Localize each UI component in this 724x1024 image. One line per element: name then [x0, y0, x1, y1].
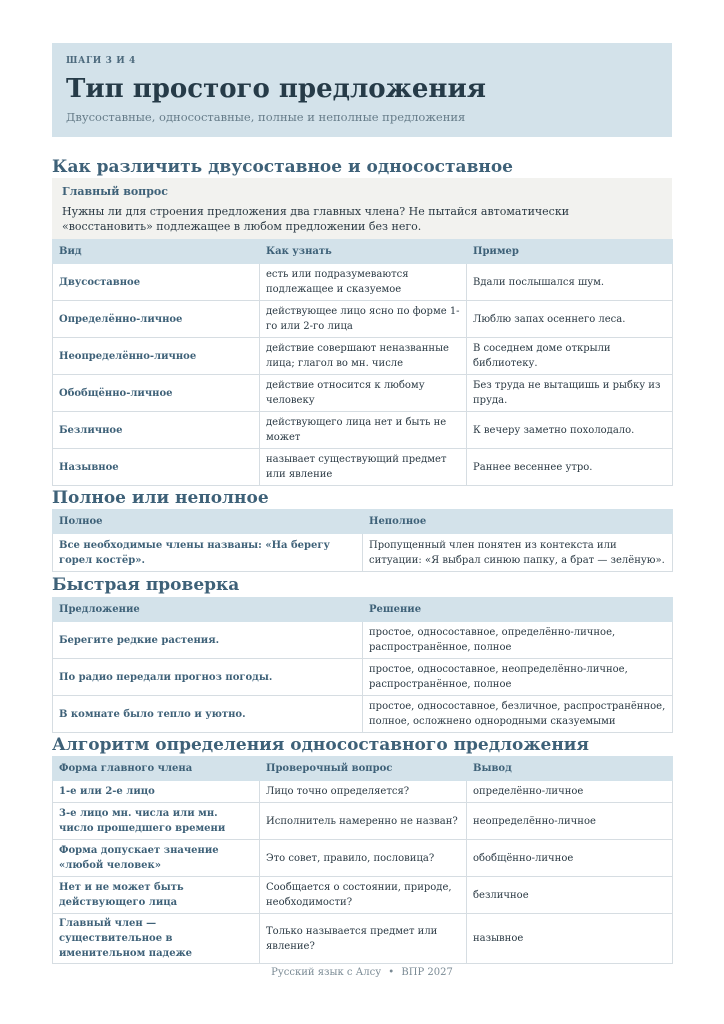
- column-header: Вывод: [467, 757, 673, 781]
- callout-title: Главный вопрос: [62, 185, 168, 198]
- callout-text: Нужны ли для строения предложения два главных члена? Не пытайся автоматически «восстановить» подлежащее в любом предложении без него.: [62, 205, 570, 233]
- question-cell: Исполнитель намеренно не назван?: [260, 803, 467, 840]
- sentence-types-table: [52, 239, 673, 486]
- form-cell: Нет и не может быть действующего лица: [53, 877, 260, 914]
- table-row: [53, 622, 673, 659]
- column-header: Проверочный вопрос: [260, 757, 467, 781]
- question-cell: Только называется предмет или явление?: [260, 914, 467, 964]
- footer-separator: •: [388, 967, 395, 978]
- example-cell: К вечеру заметно похолодало.: [467, 412, 673, 449]
- example-cell: Раннее весеннее утро.: [467, 449, 673, 486]
- question-cell: Лицо точно определяется?: [260, 781, 467, 803]
- table-row: [53, 375, 673, 412]
- algorithm-table: [52, 756, 673, 964]
- footer-exam: ВПР 2027: [401, 967, 453, 978]
- table-row: [53, 840, 673, 877]
- table-row: [53, 412, 673, 449]
- column-header: Форма главного члена: [53, 757, 260, 781]
- column-header: Неполное: [363, 510, 673, 534]
- page-header: [52, 43, 672, 137]
- form-cell: 3-е лицо мн. числа или мн. число прошедшего времени: [53, 803, 260, 840]
- conclusion-cell: назывное: [467, 914, 673, 964]
- example-cell: Люблю запах осеннего леса.: [467, 301, 673, 338]
- table-row: [53, 338, 673, 375]
- solution-cell: простое, односоставное, безличное, распространённое, полное, осложнено однородными сказуемыми: [363, 696, 673, 733]
- type-cell: Обобщённо-личное: [53, 375, 260, 412]
- column-header: Решение: [363, 598, 673, 622]
- page-title: Тип простого предложения: [66, 74, 486, 104]
- table-row: [53, 803, 673, 840]
- table-row: [53, 914, 673, 964]
- column-header: Предложение: [53, 598, 363, 622]
- type-cell: Определённо-личное: [53, 301, 260, 338]
- table-header-row: [53, 757, 673, 781]
- table-row: [53, 534, 673, 572]
- quick-check-table: [52, 597, 673, 733]
- table-header-row: [53, 510, 673, 534]
- type-cell: Безличное: [53, 412, 260, 449]
- table-row: [53, 449, 673, 486]
- type-cell: Назывное: [53, 449, 260, 486]
- how-cell: есть или подразумеваются подлежащее и сказуемое: [260, 264, 467, 301]
- table-row: [53, 696, 673, 733]
- table-header-row: [53, 240, 673, 264]
- form-cell: 1-е или 2-е лицо: [53, 781, 260, 803]
- form-cell: Главный член — существительное в именительном падеже: [53, 914, 260, 964]
- page-footer: [0, 966, 724, 980]
- conclusion-cell: безличное: [467, 877, 673, 914]
- full-incomplete-table: [52, 509, 673, 572]
- table-header-row: [53, 598, 673, 622]
- steps-label: ШАГИ 3 И 4: [66, 56, 136, 66]
- how-cell: действующего лица нет и быть не может: [260, 412, 467, 449]
- sentence-cell: В комнате было тепло и уютно.: [53, 696, 363, 733]
- column-header: Полное: [53, 510, 363, 534]
- question-cell: Сообщается о состоянии, природе, необходимости?: [260, 877, 467, 914]
- section-title-quick-check: Быстрая проверка: [52, 575, 240, 595]
- example-cell: Без труда не вытащишь и рыбку из пруда.: [467, 375, 673, 412]
- sentence-cell: Берегите редкие растения.: [53, 622, 363, 659]
- solution-cell: простое, односоставное, неопределённо-личное, распространённое, полное: [363, 659, 673, 696]
- main-question-callout: [52, 178, 672, 239]
- question-cell: Это совет, правило, пословица?: [260, 840, 467, 877]
- table-row: [53, 781, 673, 803]
- conclusion-cell: обобщённо-личное: [467, 840, 673, 877]
- table-row: [53, 877, 673, 914]
- example-cell: Вдали послышался шум.: [467, 264, 673, 301]
- conclusion-cell: определённо-личное: [467, 781, 673, 803]
- table-row: [53, 264, 673, 301]
- column-header: Как узнать: [260, 240, 467, 264]
- footer-course: Русский язык с Алсу: [271, 967, 382, 978]
- solution-cell: простое, односоставное, определённо-личное, распространённое, полное: [363, 622, 673, 659]
- form-cell: Форма допускает значение «любой человек»: [53, 840, 260, 877]
- how-cell: действие относится к любому человеку: [260, 375, 467, 412]
- conclusion-cell: неопределённо-личное: [467, 803, 673, 840]
- column-header: Пример: [467, 240, 673, 264]
- page-subtitle: Двусоставные, односоставные, полные и неполные предложения: [66, 110, 466, 124]
- type-cell: Двусоставное: [53, 264, 260, 301]
- table-row: [53, 301, 673, 338]
- table-row: [53, 659, 673, 696]
- section-title-full-vs-incomplete: Полное или неполное: [52, 488, 269, 508]
- incomplete-cell: Пропущенный член понятен из контекста или ситуации: «Я выбрал синюю папку, а брат — зелёную».: [363, 534, 673, 572]
- how-cell: действующее лицо ясно по форме 1-го или 2-го лица: [260, 301, 467, 338]
- full-cell: Все необходимые члены названы: «На берегу горел костёр».: [53, 534, 363, 572]
- example-cell: В соседнем доме открыли библиотеку.: [467, 338, 673, 375]
- how-cell: называет существующий предмет или явление: [260, 449, 467, 486]
- how-cell: действие совершают неназванные лица; глагол во мн. числе: [260, 338, 467, 375]
- section-title-algorithm: Алгоритм определения односоставного предложения: [52, 735, 589, 755]
- sentence-cell: По радио передали прогноз погоды.: [53, 659, 363, 696]
- type-cell: Неопределённо-личное: [53, 338, 260, 375]
- section-title-two-vs-one: Как различить двусоставное и односоставное: [52, 157, 513, 177]
- column-header: Вид: [53, 240, 260, 264]
